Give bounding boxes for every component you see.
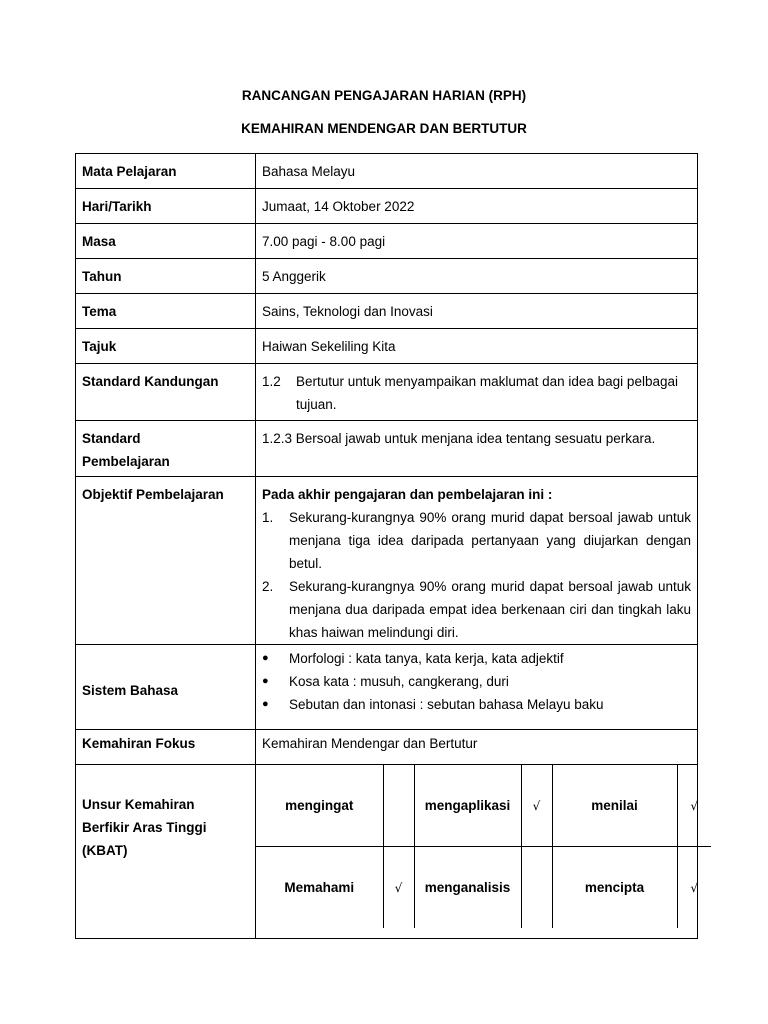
value-kemahiran-fokus: Kemahiran Mendengar dan Bertutur	[256, 730, 698, 765]
table-row	[76, 645, 698, 730]
label-hari-tarikh: Hari/Tarikh	[76, 189, 256, 224]
table-row	[76, 364, 698, 421]
kbat-tick: √	[677, 765, 711, 847]
kbat-row	[256, 847, 711, 929]
kbat-grid-cell	[256, 765, 698, 939]
table-row	[76, 189, 698, 224]
list-item	[262, 506, 691, 575]
label-standard-kandungan: Standard Kandungan	[76, 364, 256, 421]
table-row	[76, 224, 698, 259]
kbat-skill: Memahami	[256, 847, 383, 929]
objektif-text: Sekurang-kurangnya 90% orang murid dapat bersoal jawab untuk menjana tiga idea daripada pertanyaan yang diujarkan dengan betul.	[289, 510, 691, 571]
value-hari-tarikh: Jumaat, 14 Oktober 2022	[256, 189, 698, 224]
objektif-text: Sekurang-kurangnya 90% orang murid dapat bersoal jawab untuk menjana dua daripada empat idea berkenaan ciri dan tingkah laku khas haiwan melindungi diri.	[289, 579, 691, 640]
value-tema: Sains, Teknologi dan Inovasi	[256, 294, 698, 329]
table-row	[76, 477, 698, 645]
label-objektif: Objektif Pembelajaran	[76, 477, 256, 645]
value-sistem-bahasa	[256, 645, 698, 730]
kbat-skill: menilai	[552, 765, 677, 847]
list-item	[262, 575, 691, 644]
objektif-number: 1.	[262, 510, 274, 525]
kbat-skill: mencipta	[552, 847, 677, 929]
table-row	[76, 730, 698, 765]
sistem-bahasa-item: Morfologi : kata tanya, kata kerja, kata adjektif	[289, 651, 564, 666]
kbat-tick: √	[677, 847, 711, 929]
label-line: Berfikir Aras Tinggi	[82, 820, 207, 835]
sistem-bahasa-item: Kosa kata : musuh, cangkerang, duri	[289, 674, 509, 689]
sistem-bahasa-item: Sebutan dan intonasi : sebutan bahasa Melayu baku	[289, 697, 604, 712]
value-standard-kandungan	[256, 364, 698, 421]
label-standard-pembelajaran	[76, 421, 256, 477]
objektif-intro: Pada akhir pengajaran dan pembelajaran ini :	[262, 487, 553, 502]
bullet-icon: ●	[262, 652, 269, 664]
label-tahun: Tahun	[76, 259, 256, 294]
kbat-tick: √	[383, 847, 414, 929]
label-masa: Masa	[76, 224, 256, 259]
label-tema: Tema	[76, 294, 256, 329]
kbat-skill: mengaplikasi	[414, 765, 521, 847]
document-subtitle: KEMAHIRAN MENDENGAR DAN BERTUTUR	[241, 121, 527, 136]
value-objektif	[256, 477, 698, 645]
rph-table	[75, 153, 698, 939]
value-mata-pelajaran: Bahasa Melayu	[256, 154, 698, 189]
table-row	[76, 294, 698, 329]
label-tajuk: Tajuk	[76, 329, 256, 364]
standard-kandungan-text: Bertutur untuk menyampaikan maklumat dan idea bagi pelbagai tujuan.	[296, 374, 678, 412]
standard-kandungan-number: 1.2	[262, 374, 281, 389]
list-item	[262, 647, 691, 670]
list-item	[262, 693, 691, 716]
document-title: RANCANGAN PENGAJARAN HARIAN (RPH)	[241, 88, 527, 103]
label-kemahiran-fokus: Kemahiran Fokus	[76, 730, 256, 765]
kbat-grid	[256, 765, 711, 928]
bullet-icon: ●	[262, 675, 269, 687]
kbat-tick	[383, 765, 414, 847]
label-sistem-bahasa: Sistem Bahasa	[76, 645, 256, 730]
table-row	[76, 259, 698, 294]
label-mata-pelajaran: Mata Pelajaran	[76, 154, 256, 189]
kbat-tick	[521, 847, 552, 929]
label-kbat	[76, 765, 256, 939]
list-item	[262, 670, 691, 693]
table-row	[76, 329, 698, 364]
table-row	[76, 421, 698, 477]
kbat-skill: mengingat	[256, 765, 383, 847]
kbat-skill: menganalisis	[414, 847, 521, 929]
value-tajuk: Haiwan Sekeliling Kita	[256, 329, 698, 364]
kbat-row	[256, 765, 711, 847]
kbat-tick: √	[521, 765, 552, 847]
value-standard-pembelajaran: 1.2.3 Bersoal jawab untuk menjana idea tentang sesuatu perkara.	[256, 421, 698, 477]
table-row	[76, 765, 698, 939]
label-line: Standard	[82, 431, 141, 446]
bullet-icon: ●	[262, 698, 269, 710]
value-tahun: 5 Anggerik	[256, 259, 698, 294]
label-line: Unsur Kemahiran	[82, 797, 195, 812]
label-line: (KBAT)	[82, 843, 128, 858]
label-line: Pembelajaran	[82, 454, 170, 469]
value-masa: 7.00 pagi - 8.00 pagi	[256, 224, 698, 259]
table-row	[76, 154, 698, 189]
objektif-number: 2.	[262, 579, 274, 594]
